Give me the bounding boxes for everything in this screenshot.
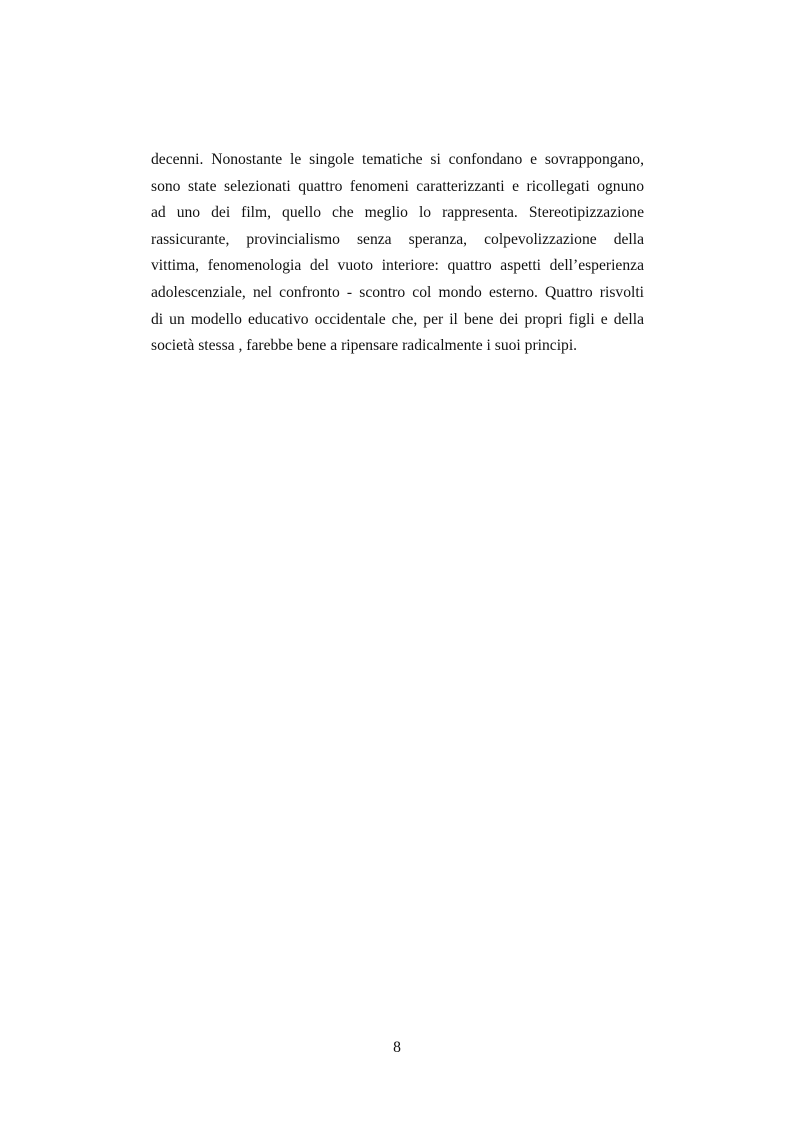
paragraph-line-8: società stessa , farebbe bene a ripensare radicalmente i suoi principi. xyxy=(151,337,578,355)
paragraph-line-2: sono state selezionati quattro fenomeni caratterizzanti e ricollegati ognuno xyxy=(151,177,644,195)
paragraph-line-4: rassicurante, provincialismo senza speranza, colpevolizzazione della xyxy=(151,230,644,248)
paragraph-line-6: adolescenziale, nel confronto - scontro col mondo esterno. Quattro risvolti xyxy=(151,283,644,301)
paragraph-line-3: ad uno dei film, quello che meglio lo rappresenta. Stereotipizzazione xyxy=(151,204,644,222)
paragraph-line-5: vittima, fenomenologia del vuoto interiore: quattro aspetti dell’esperienza xyxy=(151,257,644,275)
body-paragraph xyxy=(151,147,644,360)
page-number: 8 xyxy=(393,1039,401,1056)
paragraph-line-1: decenni. Nonostante le singole tematiche si confondano e sovrappongano, xyxy=(151,151,644,168)
paragraph-line-7: di un modello educativo occidentale che, per il bene dei propri figli e della xyxy=(151,310,644,328)
